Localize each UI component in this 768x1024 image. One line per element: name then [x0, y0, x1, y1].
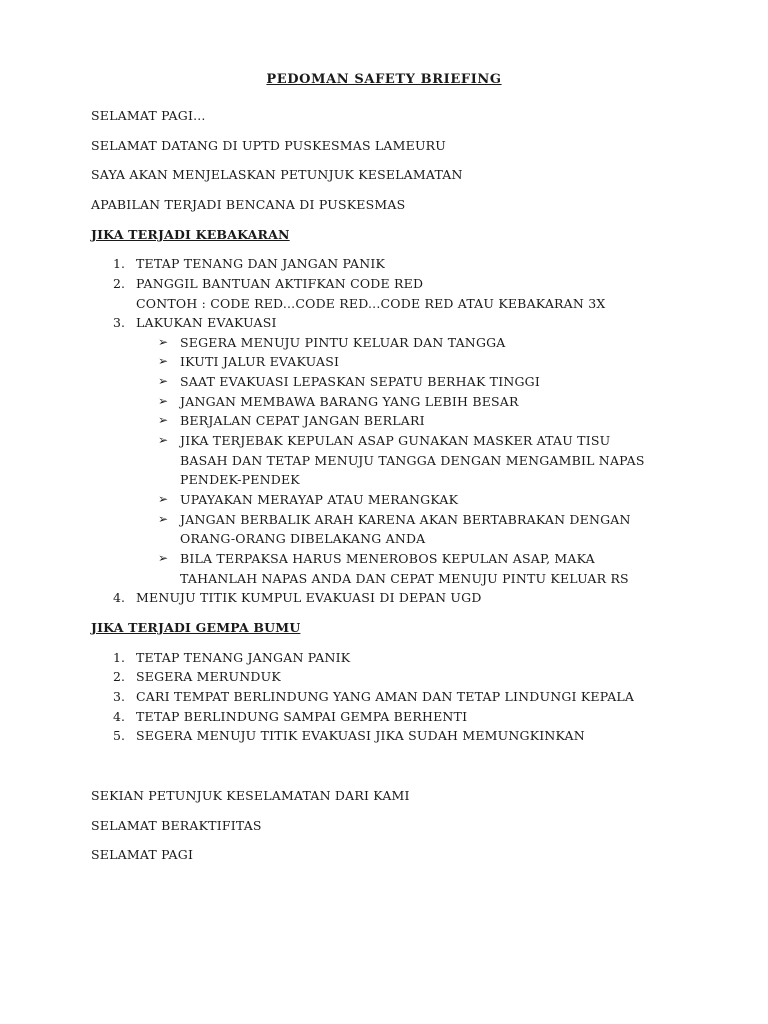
closing-line: SELAMAT BERAKTIFITAS: [91, 818, 262, 833]
list-item: PANGGIL BANTUAN AKTIFKAN CODE RED: [136, 276, 424, 291]
arrow-bullet-icon: ➢: [158, 354, 169, 368]
list-item: TETAP BERLINDUNG SAMPAI GEMPA BERHENTI: [136, 709, 468, 724]
intro-line: APABILAN TERJADI BENCANA DI PUSKESMAS: [91, 197, 406, 212]
sub-list-item: BILA TERPAKSA HARUS MENEROBOS KEPULAN ASAP, MAKA: [180, 551, 595, 566]
document-title: PEDOMAN SAFETY BRIEFING: [266, 72, 502, 87]
sub-list-item: SAAT EVAKUASI LEPASKAN SEPATU BERHAK TINGGI: [180, 374, 540, 389]
intro-line: SAYA AKAN MENJELASKAN PETUNJUK KESELAMATAN: [91, 167, 463, 182]
section-heading-quake: JIKA TERJADI GEMPA BUMU: [91, 620, 301, 635]
list-item: TETAP TENANG DAN JANGAN PANIK: [136, 256, 386, 271]
sub-list-item-cont: PENDEK-PENDEK: [180, 472, 300, 487]
sub-list-item: BERJALAN CEPAT JANGAN BERLARI: [180, 413, 425, 428]
list-number: 3.: [113, 689, 125, 704]
list-number: 4.: [113, 590, 125, 605]
list-number: 2.: [113, 669, 125, 684]
list-number: 2.: [113, 276, 125, 291]
list-item: SEGERA MERUNDUK: [136, 669, 281, 684]
arrow-bullet-icon: ➢: [158, 335, 169, 349]
list-number: 5.: [113, 728, 125, 743]
arrow-bullet-icon: ➢: [158, 492, 169, 506]
sub-list-item: JIKA TERJEBAK KEPULAN ASAP GUNAKAN MASKER ATAU TISU: [180, 433, 611, 448]
sub-list-item-cont: BASAH DAN TETAP MENUJU TANGGA DENGAN MENGAMBIL NAPAS: [180, 453, 645, 468]
arrow-bullet-icon: ➢: [158, 374, 169, 388]
sub-list-item: UPAYAKAN MERAYAP ATAU MERANGKAK: [180, 492, 459, 507]
sub-list-item-cont: TAHANLAH NAPAS ANDA DAN CEPAT MENUJU PINTU KELUAR RS: [180, 571, 629, 586]
list-item: LAKUKAN EVAKUASI: [136, 315, 277, 330]
list-item: MENUJU TITIK KUMPUL EVAKUASI DI DEPAN UGD: [136, 590, 482, 605]
list-number: 1.: [113, 650, 125, 665]
arrow-bullet-icon: ➢: [158, 433, 169, 447]
sub-list-item: JANGAN MEMBAWA BARANG YANG LEBIH BESAR: [180, 394, 519, 409]
section-heading-fire: JIKA TERJADI KEBAKARAN: [91, 227, 290, 242]
list-number: 4.: [113, 709, 125, 724]
closing-line: SEKIAN PETUNJUK KESELAMATAN DARI KAMI: [91, 788, 410, 803]
list-number: 3.: [113, 315, 125, 330]
arrow-bullet-icon: ➢: [158, 512, 169, 526]
sub-list-item-cont: ORANG-ORANG DIBELAKANG ANDA: [180, 531, 426, 546]
closing-line: SELAMAT PAGI: [91, 847, 194, 862]
list-item-extra: CONTOH : CODE RED...CODE RED...CODE RED ATAU KEBAKARAN 3X: [136, 296, 606, 311]
sub-list-item: SEGERA MENUJU PINTU KELUAR DAN TANGGA: [180, 335, 506, 350]
intro-line: SELAMAT DATANG DI UPTD PUSKESMAS LAMEURU: [91, 138, 447, 153]
list-item: CARI TEMPAT BERLINDUNG YANG AMAN DAN TETAP LINDUNGI KEPALA: [136, 689, 635, 704]
sub-list-item: JANGAN BERBALIK ARAH KARENA AKAN BERTABRAKAN DENGAN: [180, 512, 631, 527]
list-item: TETAP TENANG JANGAN PANIK: [136, 650, 351, 665]
list-item: SEGERA MENUJU TITIK EVAKUASI JIKA SUDAH MEMUNGKINKAN: [136, 728, 585, 743]
list-number: 1.: [113, 256, 125, 271]
arrow-bullet-icon: ➢: [158, 394, 169, 408]
sub-list-item: IKUTI JALUR EVAKUASI: [180, 354, 340, 369]
arrow-bullet-icon: ➢: [158, 551, 169, 565]
arrow-bullet-icon: ➢: [158, 413, 169, 427]
intro-line: SELAMAT PAGI...: [91, 108, 206, 123]
